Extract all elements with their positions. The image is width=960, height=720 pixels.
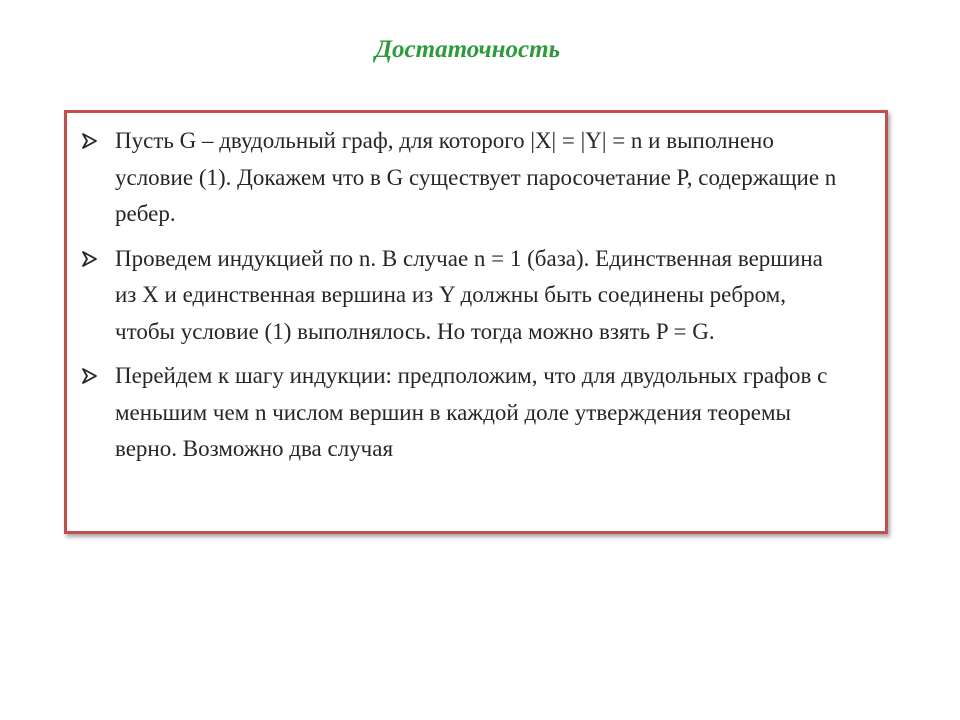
arrowhead-bullet-icon <box>77 123 101 159</box>
bullet-text: Перейдем к шагу индукции: предположим, что для двудольных графов с меньшим чем n числом вершин в каждой доле утверждения теоремы верно. Возможно два случая <box>115 363 828 461</box>
bullet-item <box>77 123 847 233</box>
content-box <box>64 110 888 534</box>
arrowhead-bullet-icon <box>77 358 101 394</box>
slide-title: Достаточность <box>374 36 561 63</box>
bullet-text: Пусть G – двудольный граф, для которого |X| = |Y| = n и выполнено условие (1). Докажем что в G существует паросочетание P, содержащие n ребер. <box>115 128 837 226</box>
bullet-item <box>77 241 847 351</box>
bullet-text: Проведем индукцией по n. В случае n = 1 (база). Единственная вершина из X и единственная вершина из Y должны быть соединены ребром, чтобы условие (1) выполнялось. Но тогда можно взять P = G. <box>115 245 823 344</box>
arrowhead-bullet-icon <box>77 241 101 277</box>
bullet-item <box>77 358 847 468</box>
bullet-list <box>77 123 847 476</box>
